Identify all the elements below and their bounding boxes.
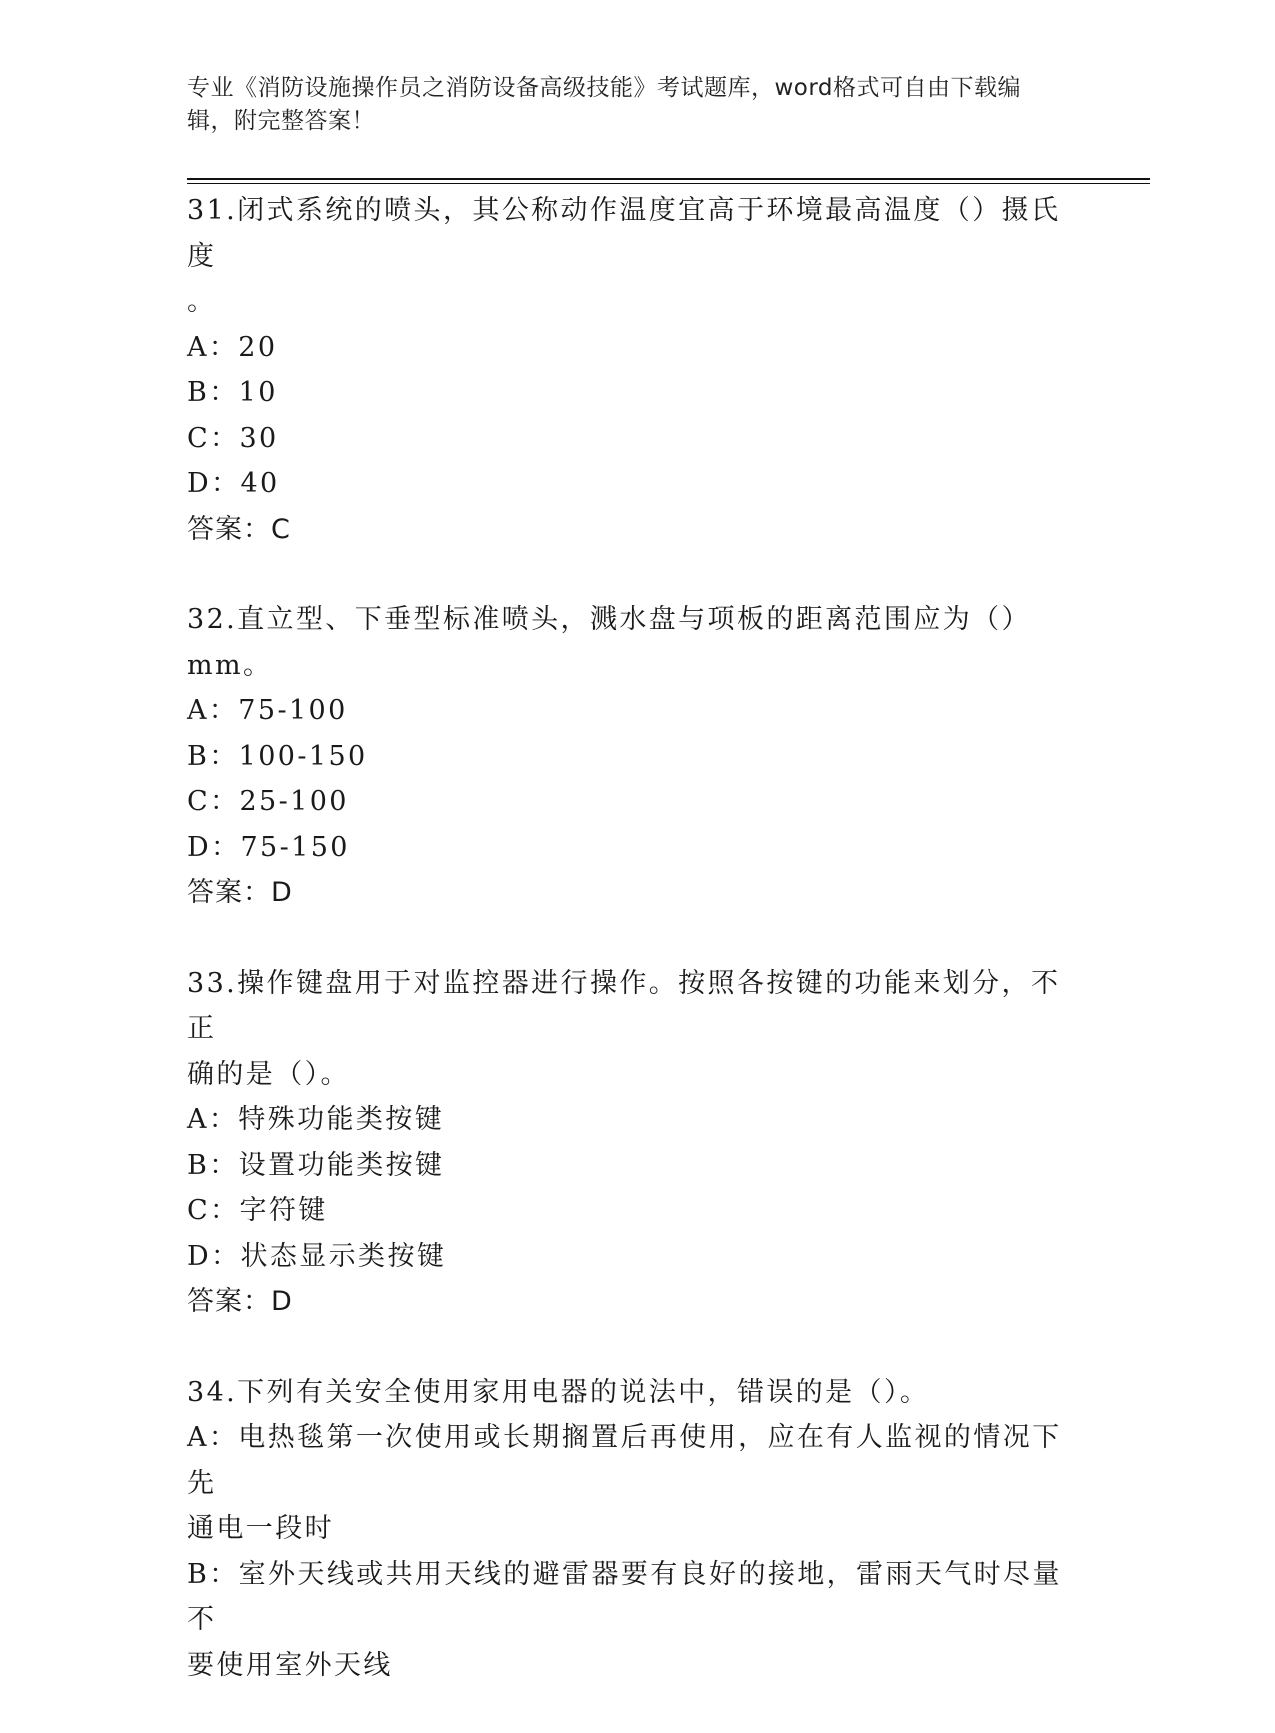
option-a: A：特殊功能类按键 (187, 1104, 445, 1135)
option-c: C：字符键 (187, 1195, 328, 1226)
question-34 (187, 1370, 1067, 1689)
question-stem-line: 确的是（）。 (187, 1058, 350, 1090)
header-line-2: 辑，附完整答案！ (187, 108, 375, 134)
question-list (187, 188, 1067, 1733)
header-divider-thin (187, 183, 1150, 184)
option-b: B：设置功能类按键 (187, 1149, 445, 1181)
question-31 (187, 188, 1067, 552)
option-a-continued: 通电一段时 (187, 1513, 334, 1544)
option-d: D：状态显示类按键 (187, 1240, 447, 1272)
option-b-continued: 要使用室外天线 (187, 1649, 393, 1681)
question-33 (187, 961, 1067, 1325)
option-d: D：75-150 (187, 831, 350, 863)
question-32 (187, 597, 1067, 916)
question-stem-line: 34.下列有关安全使用家用电器的说法中，错误的是（）。 (187, 1376, 930, 1408)
question-stem-line: 31.闭式系统的喷头，其公称动作温度宜高于环境最高温度（）摄氏度 (187, 195, 1061, 272)
question-stem-line: 33.操作键盘用于对监控器进行操作。按照各按键的功能来划分，不正 (187, 967, 1061, 1044)
option-c: C：25-100 (187, 786, 349, 817)
option-a: A：20 (187, 331, 278, 363)
question-stem-line: 32.直立型、下垂型标准喷头，溅水盘与项板的距离范围应为（）mm。 (187, 604, 1031, 681)
option-a: A：75-100 (187, 695, 348, 726)
option-b: B：室外天线或共用天线的避雷器要有良好的接地，雷雨天气时尽量不 (187, 1558, 1062, 1635)
document-header (187, 72, 1067, 138)
option-b: B：10 (187, 377, 278, 408)
answer: 答案：D (187, 1286, 293, 1317)
option-b: B：100-150 (187, 740, 368, 772)
header-line-1: 专业《消防设施操作员之消防设备高级技能》考试题库，word格式可自由下载编 (187, 75, 1022, 101)
answer: 答案：C (187, 513, 291, 545)
option-c: C：30 (187, 422, 279, 454)
header-divider-thick (187, 178, 1150, 180)
answer: 答案：D (187, 877, 293, 908)
question-stem-line: 。 (187, 286, 217, 317)
option-a: A：电热毯第一次使用或长期搁置后再使用，应在有人监视的情况下先 (187, 1422, 1062, 1499)
option-d: D：40 (187, 468, 280, 499)
